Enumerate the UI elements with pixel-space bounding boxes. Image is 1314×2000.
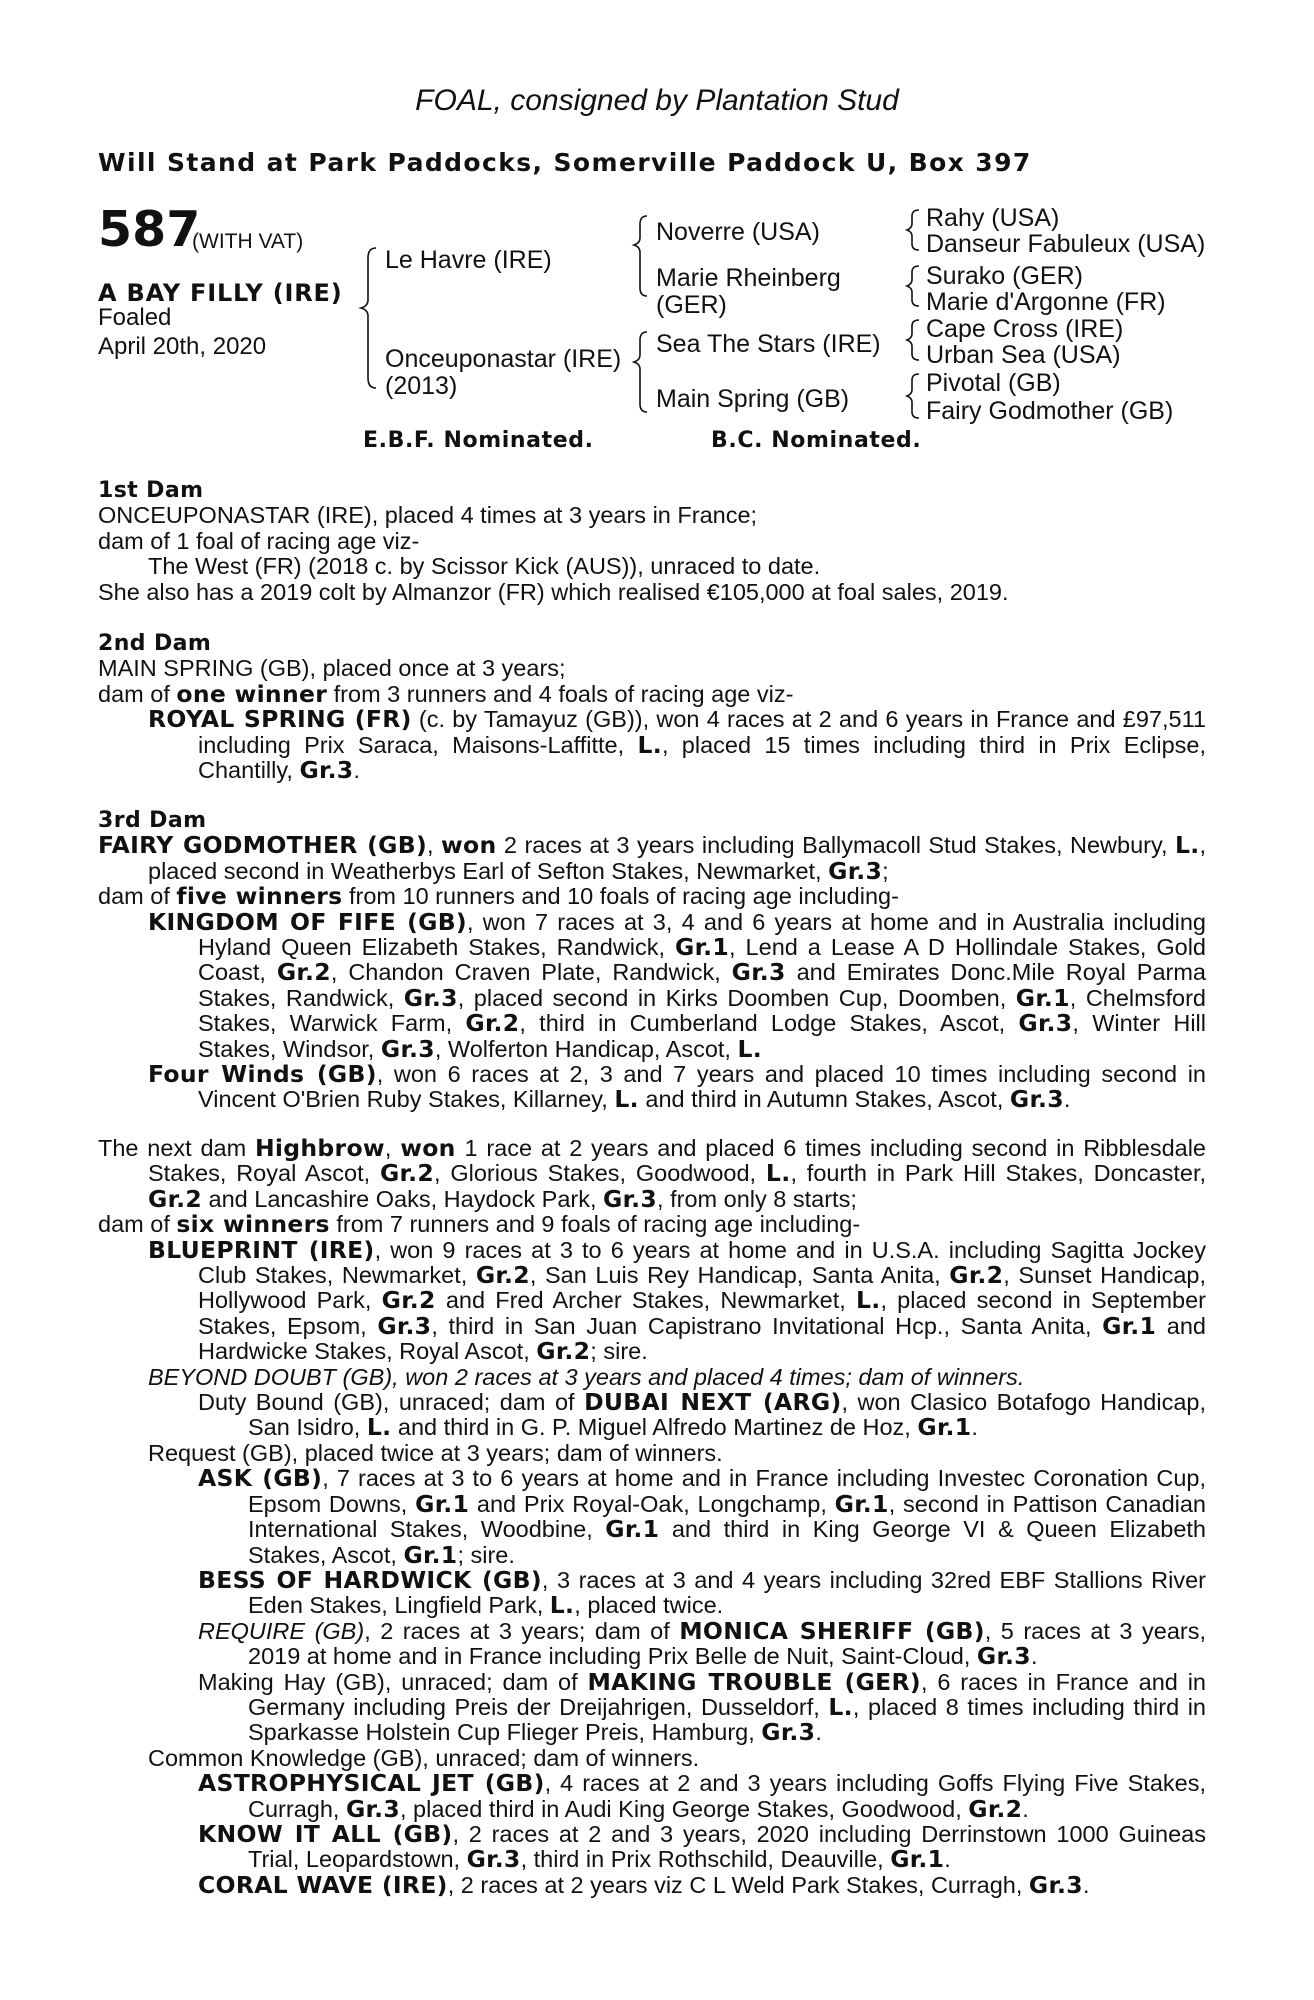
first-dam-section [98, 478, 1206, 605]
duty-bound-entry: Duty Bound (GB), unraced; dam of DUBAI NEXT (ARG), won Clasico Botafogo Handicap, San Isidro, L. and third in G. P. Miguel Alfredo Martinez de Hoz, Gr.1. [198, 1388, 1206, 1442]
lot-number: 587 [98, 201, 201, 258]
beyond-doubt-entry: BEYOND DOUBT (GB), won 2 races at 3 years and placed 4 times; dam of winners. [148, 1363, 1025, 1390]
next-dam-foals: dam of six winners from 7 runners and 9 foals of racing age including- [98, 1210, 861, 1239]
second-dam-section [98, 631, 1206, 783]
coral-wave-entry: CORAL WAVE (IRE), 2 races at 2 years viz C L Weld Park Stakes, Curragh, Gr.3. [198, 1870, 1090, 1899]
gen3-6: Urban Sea (USA) [926, 341, 1121, 369]
second-dam-foals: dam of one winner from 3 runners and 4 foals of racing age viz- [98, 679, 794, 708]
gen3-2: Danseur Fabuleux (USA) [926, 230, 1206, 258]
dam: Onceuponastar (IRE) [385, 345, 622, 373]
second-dam-line: MAIN SPRING (GB), placed once at 3 years; [98, 655, 566, 682]
first-dam-also: She also has a 2019 colt by Almanzor (FR) which realised €105,000 at foal sales, 2019. [98, 578, 1009, 605]
request-entry: Request (GB), placed twice at 3 years; dam of winners. [148, 1439, 723, 1466]
sire-brace [634, 216, 647, 296]
foaled-date: April 20th, 2020 [98, 333, 267, 360]
stand-location: Will Stand at Park Paddocks, Somerville Paddock U, Box 397 [98, 148, 1032, 177]
bess-of-hardwick-entry: BESS OF HARDWICK (GB), 3 races at 3 and 4 years including 32red EBF Stallions River Eden Stakes, Lingfield Park, L., placed twice. [198, 1565, 1206, 1620]
ask-entry: ASK (GB), 7 races at 3 to 6 years at home and in France including Investec Coronation Cup, Epsom Downs, Gr.1 and Prix Royal-Oak, Longchamp, Gr.1, second in Pattison Canadian International Stakes, Woodbine, Gr.1 and third in King George VI & Queen Elizabeth Stakes, Ascot, Gr.1; sire. [198, 1464, 1206, 1569]
bc-nominated: B.C. Nominated. [711, 428, 922, 453]
gen3-3: Surako (GER) [926, 262, 1083, 290]
first-dam-heading: 1st Dam [98, 478, 204, 503]
gen3-1: Rahy (USA) [926, 204, 1060, 232]
brace-gen3-1 [907, 210, 919, 250]
making-hay-entry: Making Hay (GB), unraced; dam of MAKING TROUBLE (GER), 6 races in France and in Germany including Preis der Dreijahrigen, Dusseldorf, L., placed 8 times including third in Sparkasse Holstein Cup Flieger Preis, Hamburg, Gr.3. [198, 1667, 1206, 1747]
next-dam-section [98, 1136, 1206, 1898]
four-winds-entry: Four Winds (GB), won 6 races at 2, 3 and 7 years and placed 10 times including second in Vincent O'Brien Ruby Stakes, Killarney, L. and third in Autumn Stakes, Ascot, Gr.3. [148, 1060, 1206, 1114]
fairy-godmother-entry: FAIRY GODMOTHER (GB), won 2 races at 3 years including Ballymacoll Stud Stakes, Newbury, L., placed second in Weatherbys Earl of Sefton Stakes, Newmarket, Gr.3; [98, 831, 1206, 885]
gen3-7: Pivotal (GB) [926, 369, 1061, 397]
gen3-8: Fairy Godmother (GB) [926, 397, 1174, 425]
kingdom-of-fife-entry: KINGDOM OF FIFE (GB), won 7 races at 3, 4 and 6 years at home and in Australia including Hyland Queen Elizabeth Stakes, Randwick, Gr.1, Lend a Lease A D Hollindale Stakes, Gold Coast, Gr.2, Chandon Craven Plate, Randwick, Gr.3 and Emirates Donc.Mile Royal Parma Stakes, Randwick, Gr.3, placed second in Kirks Doomben Cup, Doomben, Gr.1, Chelmsford Stakes, Warwick Farm, Gr.2, third in Cumberland Lodge Stakes, Ascot, Gr.3, Winter Hill Stakes, Windsor, Gr.3, Wolferton Handicap, Ascot, L. [148, 907, 1206, 1063]
astrophysical-jet-entry: ASTROPHYSICAL JET (GB), 4 races at 2 and 3 years including Goffs Flying Five Stakes, Curragh, Gr.3, placed third in Audi King George Stakes, Goodwood, Gr.2. [198, 1769, 1206, 1823]
brace-gen3-2 [907, 266, 919, 306]
dam-dam: Main Spring (GB) [656, 385, 850, 413]
third-dam-section [98, 808, 1206, 1113]
sire: Le Havre (IRE) [385, 246, 552, 274]
dam-year: (2013) [385, 372, 458, 400]
gen3-4: Marie d'Argonne (FR) [926, 288, 1166, 316]
know-it-all-entry: KNOW IT ALL (GB), 2 races at 2 and 3 years, 2020 including Derrinstown 1000 Guineas Trial, Leopardstown, Gr.3, third in Prix Rothschild, Deauville, Gr.1. [198, 1819, 1206, 1874]
consigned-by: FOAL, consigned by Plantation Stud [415, 84, 899, 117]
common-knowledge-entry: Common Knowledge (GB), unraced; dam of winners. [148, 1744, 700, 1771]
gen3-5: Cape Cross (IRE) [926, 315, 1124, 343]
dam-brace [634, 332, 647, 412]
foaled-label: Foaled [98, 304, 172, 331]
first-dam-line: ONCEUPONASTAR (IRE), placed 4 times at 3 years in France; [98, 502, 758, 529]
brace-gen3-4 [907, 374, 919, 418]
vat-note: (WITH VAT) [192, 230, 304, 253]
sire-dam: Marie Rheinberg [656, 264, 841, 292]
sire-dam-country: (GER) [656, 291, 727, 319]
main-brace [361, 248, 376, 388]
blueprint-entry: BLUEPRINT (IRE), won 9 races at 3 to 6 years at home and in U.S.A. including Sagitta Jockey Club Stakes, Newmarket, Gr.2, San Luis Rey Handicap, Santa Anita, Gr.2, Sunset Handicap, Hollywood Park, Gr.2 and Fred Archer Stakes, Newmarket, L., placed second in September Stakes, Epsom, Gr.3, third in San Juan Capistrano Invitational Hcp., Santa Anita, Gr.1 and Hardwicke Stakes, Royal Ascot, Gr.2; sire. [148, 1235, 1207, 1366]
third-dam-heading: 3rd Dam [98, 808, 207, 833]
second-dam-heading: 2nd Dam [98, 631, 212, 656]
highbrow-entry: The next dam Highbrow, won 1 race at 2 years and placed 6 times including second in Ribblesdale Stakes, Royal Ascot, Gr.2, Glorious Stakes, Goodwood, L., fourth in Park Hill Stakes, Doncaster, Gr.2 and Lancashire Oaks, Haydock Park, Gr.3, from only 8 starts; [98, 1134, 1207, 1213]
first-dam-foals: dam of 1 foal of racing age viz- [98, 527, 420, 554]
royal-spring-entry: ROYAL SPRING (FR) (c. by Tamayuz (GB)), won 4 races at 2 and 6 years in France and £97,511 including Prix Saraca, Maisons-Laffitte, L., placed 15 times including third in Prix Eclipse, Chantilly, Gr.3. [148, 705, 1206, 785]
brace-gen3-3 [907, 320, 919, 360]
sire-sire: Noverre (USA) [656, 218, 820, 246]
first-dam-foal-entry: The West (FR) (2018 c. by Scissor Kick (AUS)), unraced to date. [148, 553, 821, 580]
ebf-nominated: E.B.F. Nominated. [363, 428, 594, 453]
dam-sire: Sea The Stars (IRE) [656, 330, 881, 358]
third-dam-foals: dam of five winners from 10 runners and 10 foals of racing age including- [98, 882, 899, 911]
require-entry: REQUIRE (GB), 2 races at 3 years; dam of MONICA SHERIFF (GB), 5 races at 3 years, 2019 at home and in France including Prix Belle de Nuit, Saint-Cloud, Gr.3. [198, 1616, 1206, 1671]
horse-name: A BAY FILLY (IRE) [98, 279, 343, 307]
